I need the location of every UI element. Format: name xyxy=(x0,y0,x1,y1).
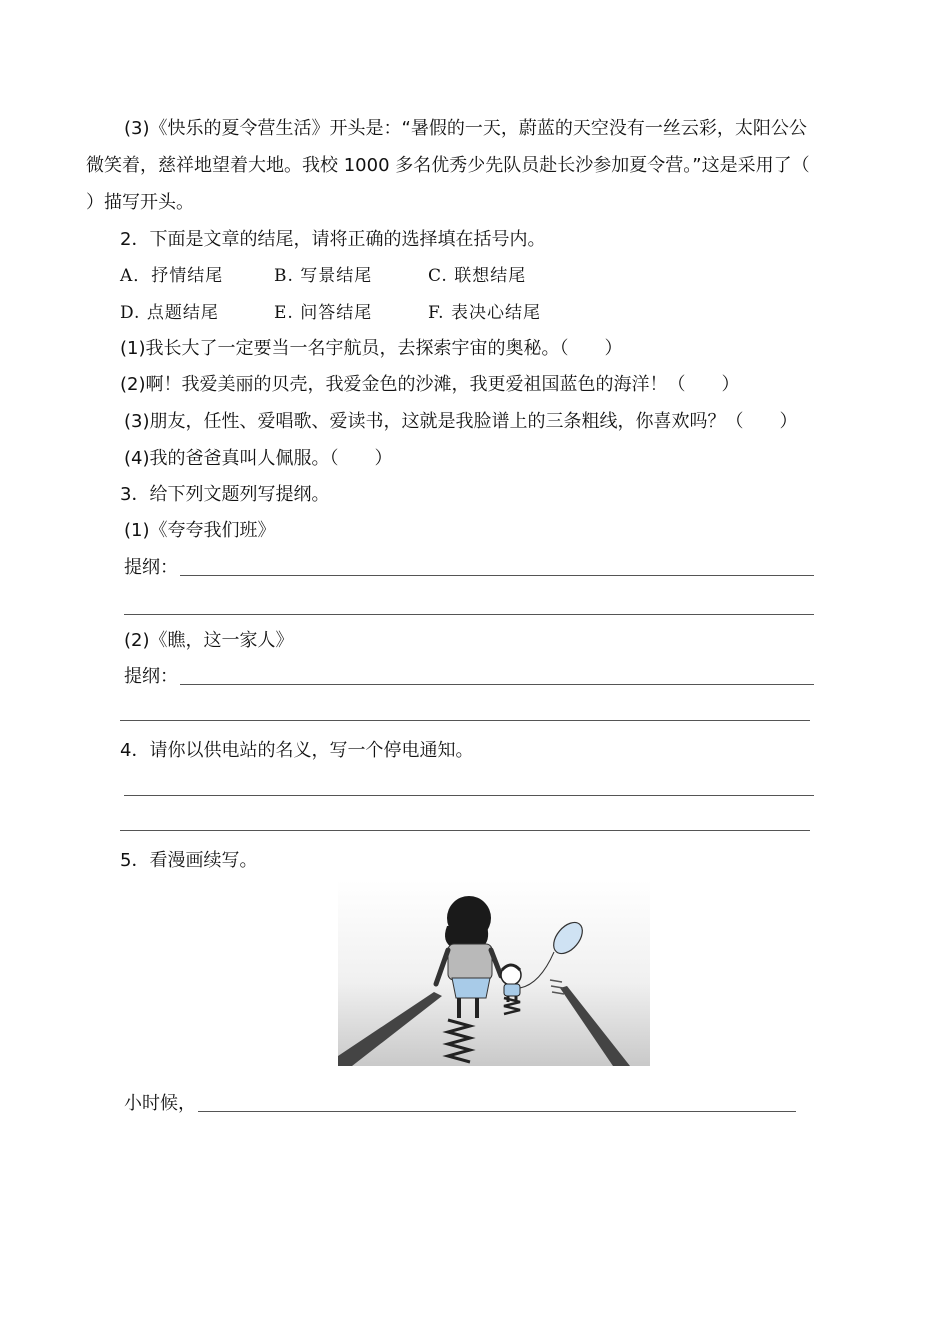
q1-part3-line1: (3)《快乐的夏令营生活》开头是：“暑假的一天，蔚蓝的天空没有一丝云彩，太阳公公 xyxy=(124,118,807,139)
q3-outline1-row xyxy=(124,556,814,580)
q2-option-e: E. 问答结尾 xyxy=(274,303,373,323)
q3-outline2-blank[interactable] xyxy=(180,684,814,685)
q5-title: 5．看漫画续写。 xyxy=(120,850,258,871)
q4-blank-line2[interactable] xyxy=(120,830,810,831)
q2-option-c: C. 联想结尾 xyxy=(428,266,527,286)
q2-option-f: F. 表决心结尾 xyxy=(428,303,541,323)
q3-outline1-blank-line2[interactable] xyxy=(124,614,814,615)
q3-title: 3．给下列文题列写提纲。 xyxy=(120,484,330,505)
child-shirt xyxy=(504,984,520,996)
q3-outline2-label: 提纲： xyxy=(124,666,178,687)
q4-blank-line1[interactable] xyxy=(124,795,814,796)
q3-outline1-label: 提纲： xyxy=(124,557,178,578)
comic-mother-child-balloon xyxy=(338,880,650,1066)
q3-outline2-row xyxy=(124,665,814,689)
q2-item-4: (4)我的爸爸真叫人佩服。（ ） xyxy=(124,448,393,469)
q5-writing-blank[interactable] xyxy=(198,1111,796,1112)
q2-options-row2 xyxy=(120,301,582,325)
q2-options-row1 xyxy=(120,264,582,288)
q5-prompt: 小时候， xyxy=(124,1093,196,1114)
q4-title: 4．请你以供电站的名义，写一个停电通知。 xyxy=(120,740,474,761)
mother-skirt xyxy=(452,978,490,998)
q2-option-b: B. 写景结尾 xyxy=(274,266,373,286)
q3-sub2: (2)《瞧，这一家人》 xyxy=(124,630,294,651)
q2-title: 2．下面是文章的结尾，请将正确的选择填在括号内。 xyxy=(120,229,546,250)
q2-item-3: (3)朋友，任性、爱唱歌、爱读书，这就是我脸谱上的三条粗线，你喜欢吗？（ ） xyxy=(124,411,798,432)
q2-item-1: (1)我长大了一定要当一名宇航员，去探索宇宙的奥秘。（ ） xyxy=(120,338,623,359)
q3-sub1: (1)《夸夸我们班》 xyxy=(124,520,276,541)
q3-outline1-blank[interactable] xyxy=(180,575,814,576)
q1-part3-line3: ）描写开头。 xyxy=(86,192,194,213)
mother-shirt xyxy=(448,944,492,980)
q2-item-2: (2)啊！我爱美丽的贝壳，我爱金色的沙滩，我更爱祖国蓝色的海洋！（ ） xyxy=(120,374,740,395)
q1-part3-line2: 微笑着，慈祥地望着大地。我校 1000 多名优秀少先队员赴长沙参加夏令营。”这是采用了（ xyxy=(86,155,810,176)
q2-option-a: A．抒情结尾 xyxy=(120,266,224,286)
q5-writing-row xyxy=(124,1092,796,1116)
q3-outline2-blank-line2[interactable] xyxy=(120,720,810,721)
q2-option-d: D. 点题结尾 xyxy=(120,303,219,323)
